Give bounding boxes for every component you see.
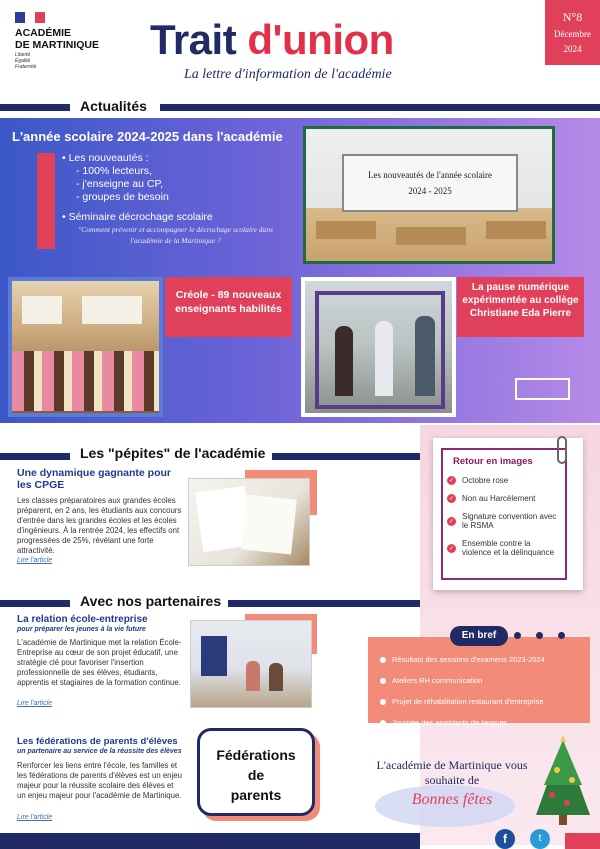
hero-quote: "Comment prévenir et accompagner le décrochage scolaire dans l'académie de la Martinique ? <box>78 225 273 245</box>
section-bar <box>228 600 420 607</box>
bullet-icon <box>380 720 386 726</box>
wall-poster <box>22 296 62 324</box>
bullet-icon <box>380 678 386 684</box>
retour-list <box>447 476 562 566</box>
title-part-b: d'union <box>247 16 394 63</box>
cpge-body: Les classes préparatoires aux grandes écoles préparent, en 2 ans, les étudiants aux concours d'entrée dans les grandes écoles et les écoles d'ingénieurs. À la rentrée 2024, les effectifs ont progressées de 25%, révélant une forte attractivité. <box>17 496 182 555</box>
en-bref-list <box>380 655 580 739</box>
list-head: • Les nouveautés : <box>62 152 149 164</box>
dot <box>536 632 543 639</box>
section-bar <box>0 453 70 460</box>
section-bar <box>0 104 70 111</box>
check-icon: ✓ <box>448 496 455 502</box>
motto-2: Égalité <box>15 58 31 64</box>
ecole-entreprise-body: L'académie de Martinique met la relation École-Entreprise au cœur de son projet éducatif, une stratégie clé pour favoriser l'insertion professionnelle de ses élèves, étudiants, apprentis et stagiaires de la formation continue. <box>17 638 182 687</box>
title-part-a: Trait <box>150 16 248 63</box>
retour-item[interactable] <box>447 494 562 503</box>
en-bref-item-text: Ateliers RH communication <box>392 676 483 685</box>
person <box>335 326 353 396</box>
dot <box>514 632 521 639</box>
greeting-line-2: souhaite de <box>424 773 480 787</box>
en-bref-item[interactable] <box>380 718 580 727</box>
retour-item[interactable] <box>447 512 562 530</box>
desk <box>316 221 376 239</box>
en-bref-box <box>368 637 590 727</box>
person <box>246 661 260 691</box>
hero-title: L'année scolaire 2024-2025 dans l'académie <box>12 129 283 144</box>
retour-title: Retour en images <box>453 456 533 467</box>
retour-item-text: Non au Harcèlement <box>462 494 536 503</box>
ecole-entreprise-title[interactable]: La relation école-entreprise <box>17 614 148 625</box>
hero-list <box>62 152 213 224</box>
person <box>269 663 283 691</box>
section-bar <box>160 104 600 111</box>
twitter-icon[interactable]: t <box>530 829 550 849</box>
issue-number: N°8 <box>562 10 583 24</box>
motto <box>15 52 55 70</box>
check-icon: ✓ <box>448 478 455 484</box>
board-text-2: 2024 - 2025 <box>408 186 452 196</box>
federations-read-link[interactable]: Lire l'article <box>17 814 53 821</box>
section-bar <box>0 600 70 607</box>
academy-name-line1: ACADÉMIE <box>15 27 72 39</box>
en-bref-item-text: Journée des assistants de langues <box>392 718 508 727</box>
federations-sub: un partenaire au service de la réussite des élèves <box>17 748 182 755</box>
en-bref-item[interactable] <box>380 655 580 664</box>
issue-month: Décembre <box>554 29 591 39</box>
federations-box[interactable] <box>197 728 315 816</box>
banner <box>201 636 227 676</box>
retour-item-text: Signature convention avec le RSMA <box>462 512 557 530</box>
en-bref-item-text: Projet de réhabilitation restaurant d'entreprise <box>392 697 544 706</box>
box-line-2: de <box>247 767 265 783</box>
section-title-pepites: Les "pépites" de l'académie <box>80 445 266 461</box>
newsletter-subtitle: La lettre d'information de l'académie <box>184 67 392 82</box>
ecole-entreprise-photo <box>190 620 312 708</box>
list-item: - 100% lecteurs, <box>76 165 152 177</box>
board-text-1: Les nouveautés de l'année scolaire <box>367 170 493 180</box>
classroom-photo <box>303 126 555 264</box>
paperclip-icon <box>557 436 567 464</box>
dot <box>558 632 565 639</box>
decor-frame <box>515 378 570 400</box>
box-line-1: Fédérations <box>216 747 296 763</box>
section-bar <box>272 453 420 460</box>
pause-numerique-photo <box>301 277 456 417</box>
french-flag-logo <box>15 12 45 23</box>
en-bref-item-text: Résultats des sessions d'examens 2023-2024 <box>392 655 545 664</box>
retour-item[interactable] <box>447 539 562 557</box>
federations-title[interactable]: Les fédérations de parents d'élèves <box>17 736 178 747</box>
box-line-3: parents <box>230 787 282 803</box>
desk <box>486 221 546 239</box>
group-people <box>12 351 163 411</box>
cpge-photo <box>188 478 310 566</box>
bullet-icon <box>380 657 386 663</box>
board <box>342 154 518 212</box>
check-icon: ✓ <box>448 518 455 525</box>
motto-3: Fraternité <box>15 64 37 70</box>
greeting <box>352 758 552 807</box>
issue-badge <box>545 0 600 65</box>
retour-item[interactable] <box>447 476 562 485</box>
newsletter-title <box>150 16 394 64</box>
wall-poster <box>82 296 142 324</box>
motto-1: Liberté <box>15 52 31 58</box>
academy-name-line2: DE MARTINIQUE <box>15 39 99 51</box>
desk <box>396 227 466 245</box>
list-item-text: j'enseigne au CP, <box>82 178 164 190</box>
creole-teachers-photo <box>8 277 163 417</box>
cpge-title[interactable]: Une dynamique gagnante pour les CPGE <box>17 467 172 491</box>
list-item: - groupes de besoin <box>76 191 169 203</box>
en-bref-title: En bref <box>450 626 508 646</box>
cpge-read-link[interactable]: Lire l'article <box>17 557 53 564</box>
creole-card[interactable]: Créole - 89 nouveaux enseignants habilités <box>165 277 292 337</box>
academy-name <box>15 27 99 51</box>
issue-year: 2024 <box>563 44 582 54</box>
pause-card[interactable]: La pause numérique expérimentée au collège Christiane Eda Pierre <box>457 277 584 337</box>
person <box>375 321 393 396</box>
list-second: • Séminaire décrochage scolaire <box>62 211 213 223</box>
list-item-text: groupes de besoin <box>82 191 169 203</box>
section-title-partenaires: Avec nos partenaires <box>80 593 222 609</box>
ecole-entreprise-read-link[interactable]: Lire l'article <box>17 700 53 707</box>
list-item-text: 100% lecteurs, <box>82 165 152 177</box>
footer-bar <box>0 833 420 849</box>
greeting-line-1: L'académie de Martinique vous <box>376 758 528 772</box>
bullet-icon <box>380 699 386 705</box>
paper-sheet <box>241 495 296 555</box>
en-bref-item[interactable] <box>380 676 580 685</box>
list-item: - j'enseigne au CP, <box>76 178 164 190</box>
check-icon: ✓ <box>448 545 455 552</box>
retour-item-text: Octobre rose <box>462 476 509 485</box>
ecole-entreprise-sub: pour préparer les jeunes à la vie future <box>17 626 146 633</box>
person <box>415 316 435 396</box>
facebook-icon[interactable]: f <box>495 829 515 849</box>
greeting-line-3: Bonnes fêtes <box>411 791 493 808</box>
list-head-text: Les nouveautés : <box>68 152 149 164</box>
en-bref-item[interactable] <box>380 697 580 706</box>
footer-accent <box>565 833 600 849</box>
list-second-text: Séminaire décrochage scolaire <box>68 211 213 223</box>
retour-item-text: Ensemble contre la violence et la délinquance <box>462 539 555 557</box>
christmas-tree-icon <box>532 735 594 827</box>
federations-body: Renforcer les liens entre l'école, les familles et les fédérations de parents d'élèves est un enjeu majeur pour la réussite scolaire des élèves et un enjeu majeur pour l'académie de Martinique. <box>17 761 182 800</box>
section-title-actualites: Actualités <box>80 98 147 114</box>
accent-bar <box>37 153 55 249</box>
